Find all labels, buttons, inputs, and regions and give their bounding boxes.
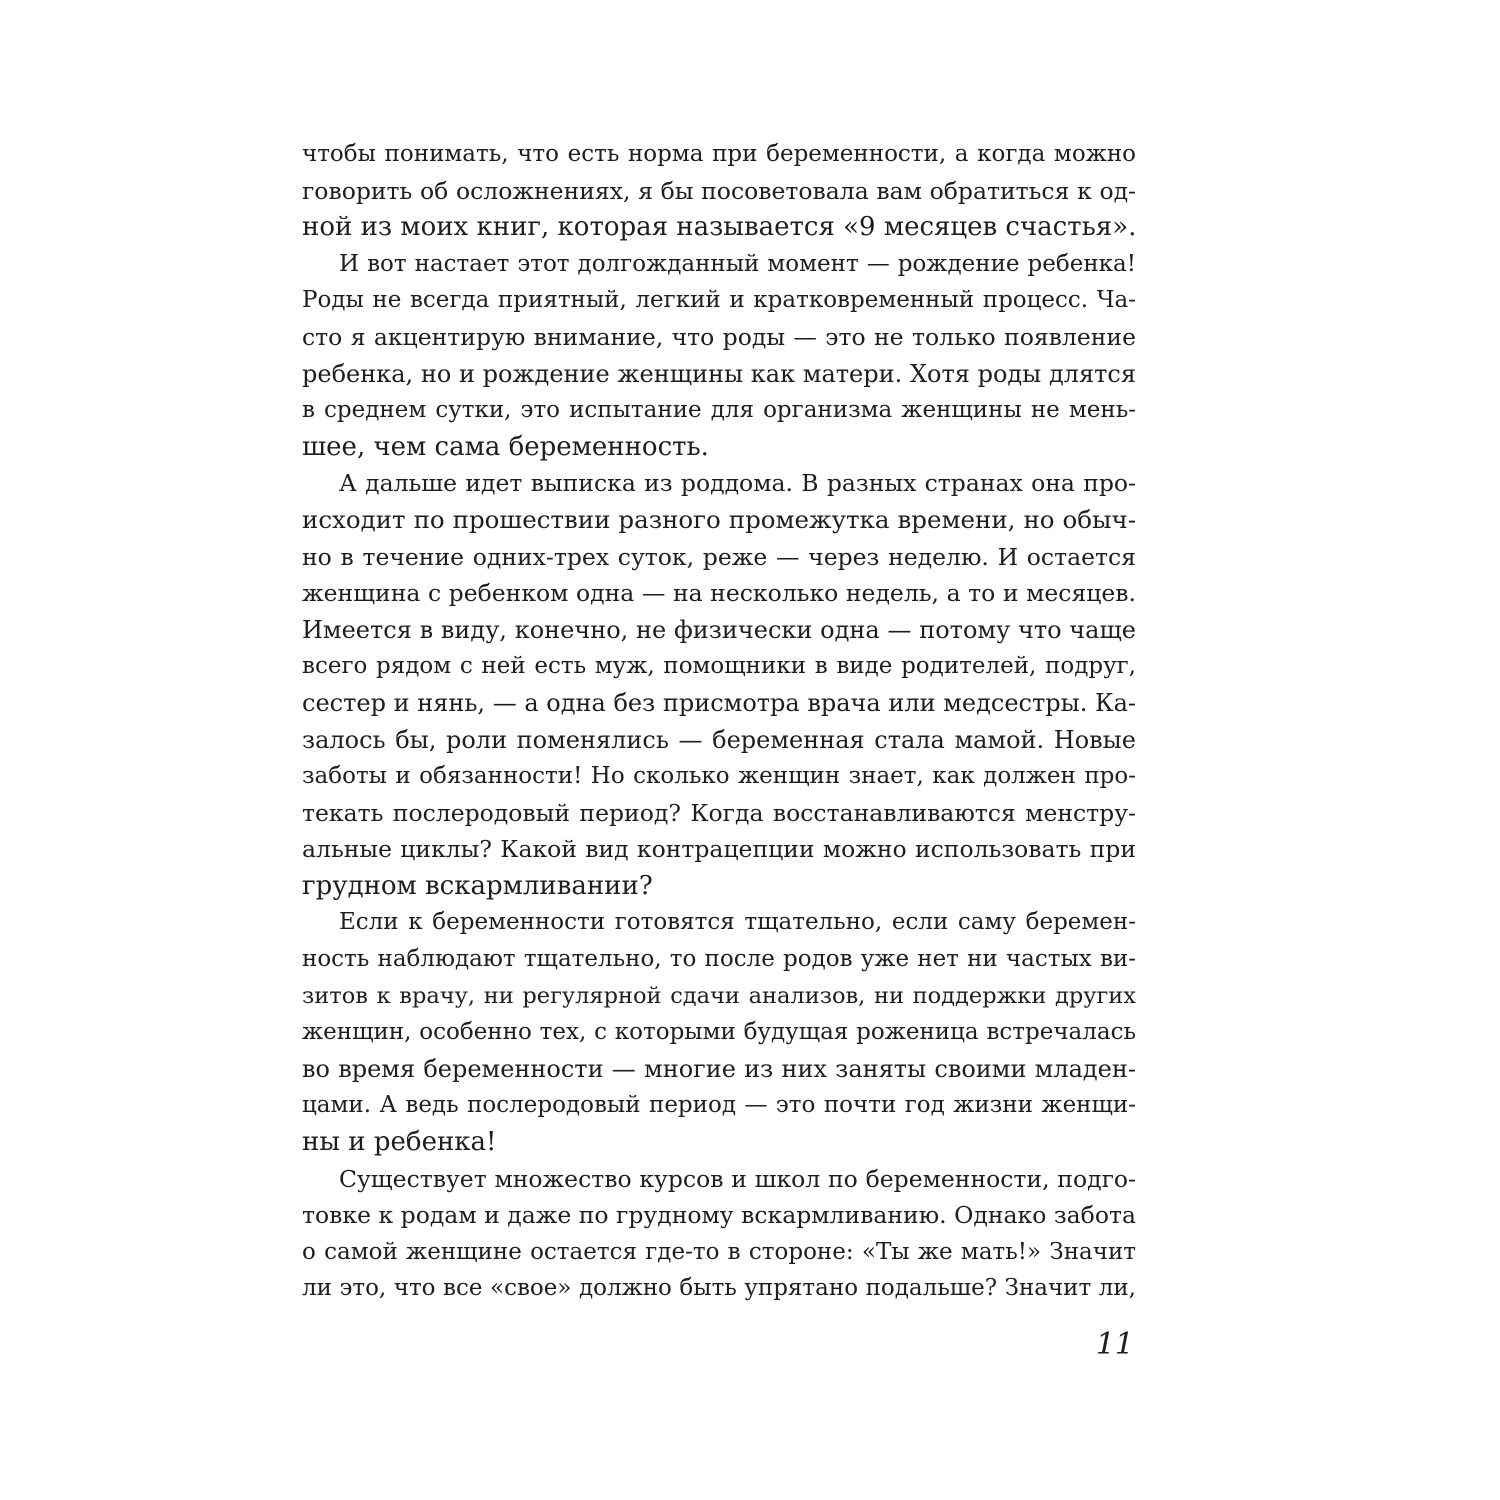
text-line: в среднем сутки, это испытание для организма женщины не мень- xyxy=(302,397,1136,424)
text-line: И вот настает этот долгожданный момент — рождение ребенка! xyxy=(339,250,1136,277)
text-line: ной из моих книг, которая называется «9 месяцев счастья». xyxy=(302,212,1137,243)
text-line: Существует множество курсов и школ по беременности, подго- xyxy=(339,1164,1136,1193)
text-line: во время беременности — многие из них заняты своими младен- xyxy=(302,1054,1136,1083)
text-line: Роды не всегда приятный, легкий и кратковременный процесс. Ча- xyxy=(302,287,1136,314)
text-line: ны и ребенка! xyxy=(302,1127,497,1158)
text-line: зитов к врачу, ни регулярной сдачи анализов, ни поддержки других xyxy=(302,982,1136,1009)
text-line: исходит по прошествии разного промежутка времени, но обыч- xyxy=(302,504,1136,534)
text-line: всего рядом с ней есть муж, помощники в виде родителей, подруг, xyxy=(302,653,1136,680)
body-text xyxy=(302,136,1136,1307)
text-line: Имеется в виду, конечно, не физически одна — потому что чаще xyxy=(302,615,1136,644)
page-number: 11 xyxy=(1095,1327,1134,1362)
text-line: залось бы, роли поменялись — беременная стала мамой. Новые xyxy=(302,725,1136,754)
text-line: цами. А ведь послеродовый период — это почти год жизни женщи- xyxy=(302,1092,1136,1119)
text-line: ность наблюдают тщательно, то после родов уже нет ни частых ви- xyxy=(302,946,1136,973)
text-line: альные циклы? Какой вид контрацепции можно использовать при xyxy=(302,835,1136,864)
text-line: заботы и обязанности! Но сколько женщин знает, как должен про- xyxy=(302,763,1136,790)
text-line: женщин, особенно тех, с которыми будущая роженица встречалась xyxy=(302,1019,1136,1046)
text-line: текать послеродовый период? Когда восстанавливаются менстру- xyxy=(302,798,1136,827)
text-line: ребенка, но и рождение женщины как матери. Хотя роды длятся xyxy=(302,359,1136,388)
text-line: шее, чем сама беременность. xyxy=(302,431,709,462)
text-line: но в течение одних-трех суток, реже — через неделю. И остается xyxy=(302,542,1136,571)
text-line: А дальше идет выписка из роддома. В разных странах она про- xyxy=(339,469,1136,498)
text-line: Если к беременности готовятся тщательно, если саму беремен- xyxy=(339,909,1136,936)
text-line: сто я акцентирую внимание, что роды — это не только появление xyxy=(302,322,1136,351)
text-line: о самой женщине остается где-то в стороне: «Ты же мать!» Значит xyxy=(302,1238,1136,1265)
text-line: грудном вскармливании? xyxy=(302,870,653,901)
text-line: женщина с ребенком одна — на несколько недель, а то и месяцев. xyxy=(302,579,1136,608)
text-line: сестер и нянь, — а одна без присмотра врача или медсестры. Ка- xyxy=(302,688,1136,717)
text-line: чтобы понимать, что есть норма при беременности, а когда можно xyxy=(302,141,1136,167)
text-line: говорить об осложнениях, я бы посоветовала вам обратиться к од- xyxy=(302,176,1136,205)
text-line: товке к родам и даже по грудному вскармливанию. Однако забота xyxy=(302,1201,1136,1230)
text-line: ли это, что все «свое» должно быть упрятано подальше? Значит ли, xyxy=(302,1275,1136,1302)
